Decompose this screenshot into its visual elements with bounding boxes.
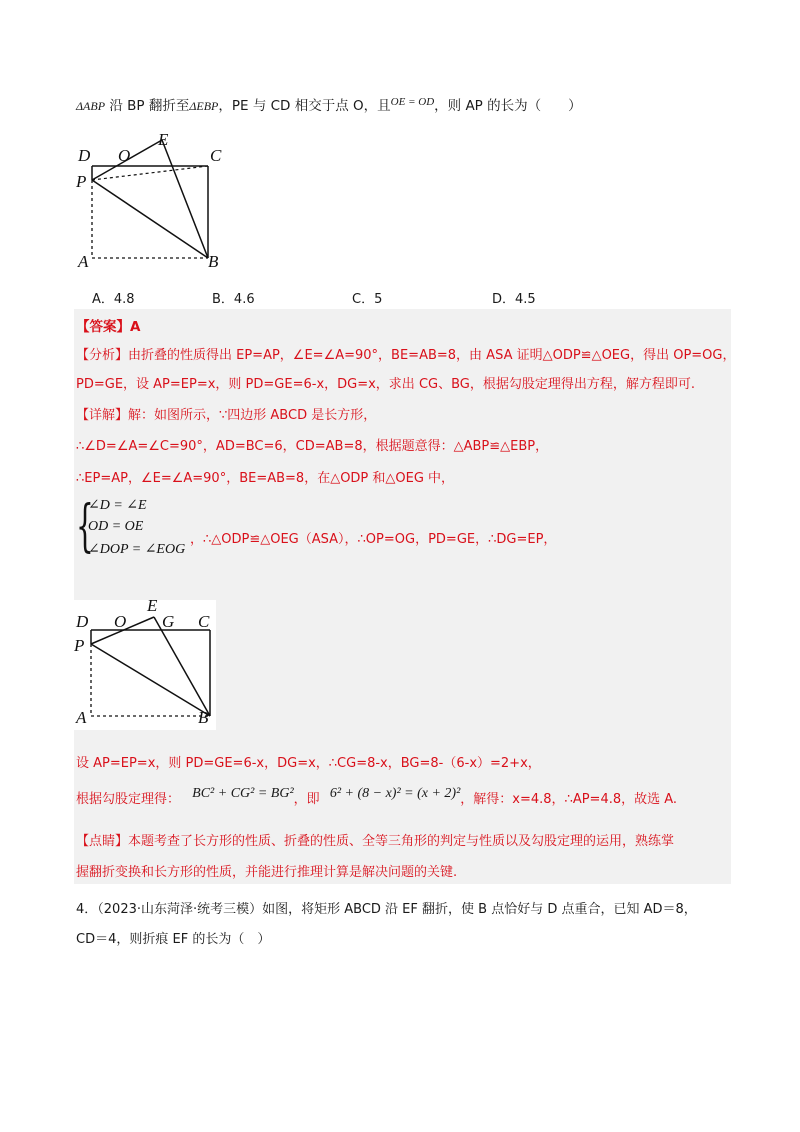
question-intro: ΔABP 沿 BP 翻折至ΔEBP，PE 与 CD 相交于点 O，且$^{OE = OD}$，则 AP 的长为（ ） bbox=[76, 96, 582, 114]
system-row-3: ∠DOP = ∠EOG bbox=[88, 542, 186, 557]
label-d: D bbox=[76, 612, 89, 631]
figure-2-drawing bbox=[74, 600, 216, 730]
detail-line-1: 【详解】解：如图所示，∵四边形 ABCD 是长方形， bbox=[76, 408, 377, 423]
figure-2 bbox=[74, 596, 216, 730]
label-e: E bbox=[158, 130, 169, 149]
label-d: D bbox=[78, 146, 91, 165]
label-g: G bbox=[162, 612, 175, 631]
label-o: O bbox=[118, 146, 131, 165]
system-row-2: OD = OE bbox=[88, 519, 144, 534]
figure-1 bbox=[74, 128, 234, 276]
detail-line-3: ∴EP=AP，∠E=∠A=90°，BE=AB=8，在△ODP 和△OEG 中， bbox=[76, 471, 455, 486]
left-brace: { bbox=[76, 494, 94, 559]
choice-a: A．4.8 bbox=[92, 292, 135, 307]
detail-line-2: ∴∠D=∠A=∠C=90°，AD=BC=6，CD=AB=8，根据题意得：△ABP≌△EBP， bbox=[76, 439, 549, 454]
comment-line-1: 【点睛】本题考查了长方形的性质、折叠的性质、全等三角形的判定与性质以及勾股定理的运用，熟练掌 bbox=[76, 834, 675, 849]
label-b: B bbox=[198, 708, 209, 727]
analysis-line-2: PD=GE，设 AP=EP=x，则 PD=GE=6-x，DG=x，求出 CG、BG，根据勾股定理得出方程，解方程即可. bbox=[76, 377, 695, 392]
label-a: A bbox=[76, 708, 87, 727]
choice-c: C．5 bbox=[352, 292, 383, 307]
system-row-1: ∠D = ∠E bbox=[88, 498, 147, 513]
label-c: C bbox=[210, 146, 222, 165]
question-4-line-2: CD＝4，则折痕 EF 的长为（ ） bbox=[76, 932, 271, 947]
label-p: P bbox=[74, 636, 85, 655]
detail-line-4: ，∴△ODP≌△OEG（ASA），∴OP=OG，PD=GE，∴DG=EP， bbox=[190, 532, 557, 547]
solve-line-2: 根据勾股定理得： BC² + CG² = BG²，即 6² + (8 − x)² = (x + 2)²，解得：x=4.8，∴AP=4.8，故选 A. bbox=[76, 786, 678, 807]
question-4-line-1: 4．（2023·山东菏泽·统考三模）如图，将矩形 ABCD 沿 EF 翻折，使 B 点恰好与 D 点重合，已知 AD＝8， bbox=[76, 902, 697, 917]
label-b: B bbox=[208, 252, 219, 271]
substituted-equation: 6² + (8 − x)² = (x + 2)² bbox=[329, 786, 461, 801]
triangle-abp: ΔABP bbox=[76, 99, 106, 113]
label-p: P bbox=[76, 172, 87, 191]
label-e: E bbox=[147, 596, 158, 615]
label-c: C bbox=[198, 612, 210, 631]
pythagoras-equation: BC² + CG² = BG² bbox=[192, 786, 294, 801]
choice-b: B．4.6 bbox=[212, 292, 255, 307]
answer-label: 【答案】A bbox=[76, 319, 141, 335]
analysis-line-1: 【分析】由折叠的性质得出 EP=AP，∠E=∠A=90°，BE=AB=8，由 ASA 证明△ODP≌△OEG，得出 OP=OG， bbox=[76, 348, 736, 363]
equation-system bbox=[76, 494, 196, 563]
comment-line-2: 握翻折变换和长方形的性质，并能进行推理计算是解决问题的关键. bbox=[76, 865, 458, 880]
choice-d: D．4.5 bbox=[492, 292, 536, 307]
label-a: A bbox=[78, 252, 89, 271]
solve-line-1: 设 AP=EP=x，则 PD=GE=6-x，DG=x，∴CG=8-x，BG=8-（6-x）=2+x， bbox=[76, 756, 541, 771]
label-o: O bbox=[114, 612, 127, 631]
